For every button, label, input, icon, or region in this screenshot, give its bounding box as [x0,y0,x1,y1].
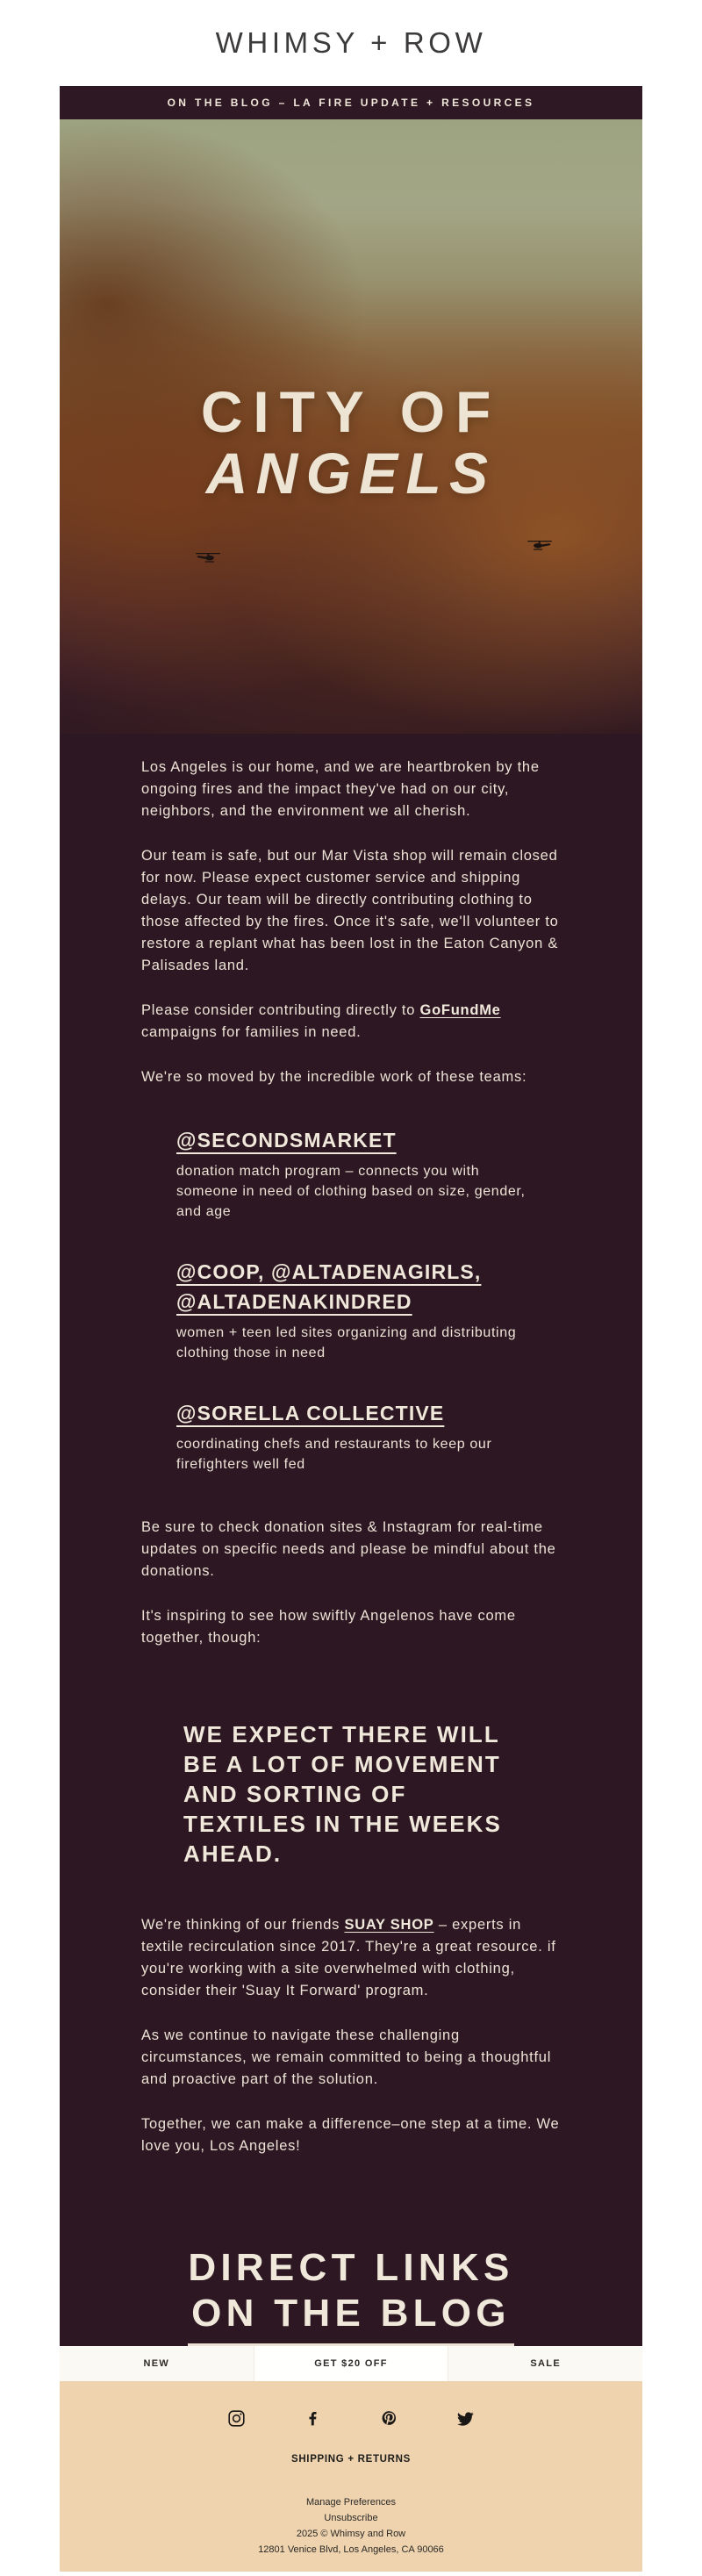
paragraph-intro: Los Angeles is our home, and we are heartbroken by the ongoing fires and the impact they've had on our city, neighbors, and the environment we all cherish. [141,759,540,819]
team-item-sorella [176,1398,561,1475]
social-icons-row [60,2409,642,2428]
hero-image [60,119,642,734]
nav-item-sale[interactable]: SALE [448,2346,642,2381]
direct-links-section [141,2245,561,2346]
instagram-icon[interactable] [227,2409,246,2428]
gofundme-link[interactable]: GoFundMe [419,1002,501,1018]
paragraph-donation-note: Be sure to check donation sites & Instagram for real-time updates on specific needs and please be mindful about the donations. [141,1519,556,1579]
article-body [60,734,642,2346]
hero-title-line2: ANGELS [205,441,497,506]
paragraph-closing: Together, we can make a difference–one step at a time. We love you, Los Angeles! [141,2116,560,2154]
helicopter-icon [526,539,553,551]
teams-list [176,1125,561,1475]
direct-links-blog-link[interactable] [188,2245,513,2346]
blog-banner[interactable] [60,86,642,119]
team-description: donation match program – connects you with someone in need of clothing based on size, gender, and age [176,1164,526,1219]
suay-text-pre: We're thinking of our friends [141,1917,345,1933]
gofundme-text-pre: Please consider contributing directly to [141,1002,420,1018]
blog-banner-label: ON THE BLOG – LA FIRE UPDATE + RESOURCES [167,97,535,109]
paragraph-gofundme [141,1000,561,1044]
team-item-altadena [176,1257,561,1363]
suay-shop-link[interactable]: SUAY SHOP [344,1917,434,1933]
manage-preferences-link[interactable]: Manage Preferences [305,2497,397,2508]
team-item-secondsmarket [176,1125,561,1222]
facebook-icon[interactable] [304,2409,322,2428]
paragraph-inspiring: It's inspiring to see how swiftly Angelenos have come together, though: [141,1608,516,1646]
nav-item-get-20-off[interactable]: GET $20 OFF [254,2346,449,2381]
team-description: coordinating chefs and restaurants to keep our firefighters well fed [176,1437,492,1472]
team-handle-link[interactable]: @COOP, @ALTADENAGIRLS, @ALTADENAKINDRED [176,1260,482,1313]
hero-title [60,379,642,507]
unsubscribe-link[interactable]: Unsubscribe [324,2513,378,2523]
team-handle-link[interactable]: @SORELLA COLLECTIVE [176,1402,445,1424]
header [0,0,702,86]
footer-links [60,2494,642,2558]
brand-logo[interactable]: WHIMSY + ROW [215,26,487,59]
team-description: women + teen led sites organizing and distributing clothing those in need [176,1325,517,1360]
direct-links-line2: ON THE BLOG [191,2292,511,2335]
address-text: 12801 Venice Blvd, Los Angeles, CA 90066 [258,2544,444,2555]
nav-item-new[interactable]: NEW [60,2346,254,2381]
pull-quote: WE EXPECT THERE WILL BE A LOT OF MOVEMENT AND SORTING OF TEXTILES IN THE WEEKS AHEAD. [183,1721,502,1867]
direct-links-line1: DIRECT LINKS [188,2246,514,2289]
paragraph-commitment: As we continue to navigate these challenging circumstances, we remain committed to being a thoughtful and proactive part of the solution. [141,2027,552,2087]
twitter-icon[interactable] [456,2409,475,2428]
suay-text-post: – experts in textile recirculation since 2017. They're a great resource. if you're working with a site overwhelmed with clothing, consider their 'Suay It Forward' program. [141,1917,556,1998]
helicopter-icon [195,551,221,563]
pinterest-icon[interactable] [380,2409,398,2428]
copyright-text: 2025 © Whimsy and Row [296,2529,406,2539]
hero-title-line1: CITY OF [200,379,502,444]
team-handle-link[interactable]: @SECONDSMARKET [176,1129,397,1152]
gofundme-text-post: campaigns for families in need. [141,1024,362,1040]
shipping-returns-link[interactable]: SHIPPING + RETURNS [290,2454,412,2465]
paragraph-teams-lead: We're so moved by the incredible work of these teams: [141,1069,527,1085]
paragraph-suay [141,1914,561,2002]
footer [60,2381,642,2572]
bottom-nav [60,2346,642,2381]
paragraph-team-update: Our team is safe, but our Mar Vista shop will remain closed for now. Please expect customer service and shipping delays. Our team will be directly contributing clothing to those affected by the fires. Once it's safe, we'll volunteer to restore a replant what has been lost in the Eaton Canyon & Palisades land. [141,848,559,973]
